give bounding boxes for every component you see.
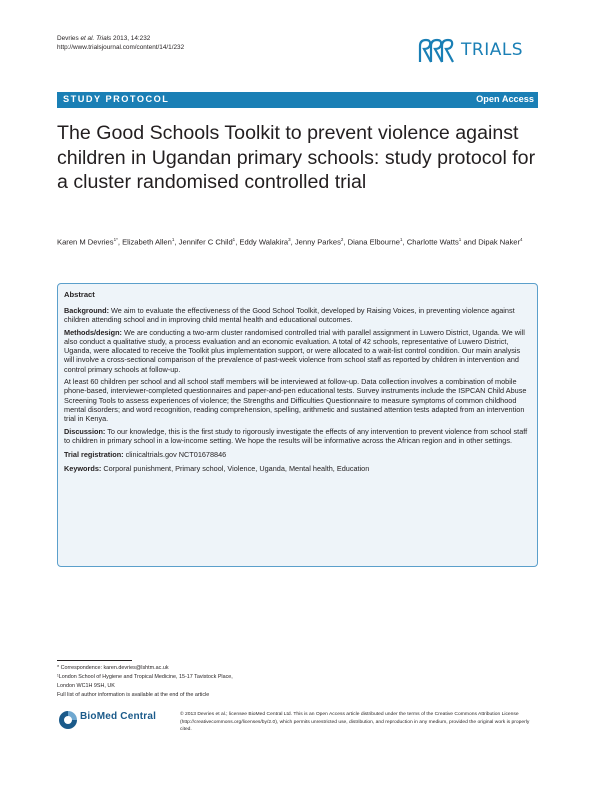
author-affiliation-mark: 1* <box>113 237 118 242</box>
trials-logo-text: TRIALS <box>461 40 524 60</box>
abstract-heading: Abstract <box>64 290 95 299</box>
author-and: and <box>463 237 477 247</box>
article-title: The Good Schools Toolkit to prevent violence against children in Ugandan primary schools: study protocol for a cluster randomised controlled trial <box>57 122 536 193</box>
author-affiliation-mark: 1 <box>399 237 403 242</box>
footnote-affiliation: ¹London School of Hygiene and Tropical Medicine, 15-17 Tavistock Place, <box>57 674 233 680</box>
citation-ref: 2013, 14:232 <box>111 35 151 42</box>
author-name: Karen M Devries <box>57 237 114 247</box>
citation-etal: et al. <box>80 35 95 42</box>
abstract-section-label: Discussion: <box>64 426 106 436</box>
biomed-central-name <box>80 711 156 722</box>
abstract-section-text: At least 60 children per school and all school staff members will be interviewed at follow-up. Data collection involves a combination of mobile phone-based, interviewer-completed questionnaires and paper-and-pen educational tests. Survey instruments include the ISPCAN Child Abuse Screening Tools to assess experiences of violence; the Strengths and Difficulties Questionnaire to measure symptoms of common childhood mental disorders; and word recognition, reading comprehension, spelling, arithmetic and sustained attention tests adapted from an intervention trial in Kenya. <box>64 377 527 424</box>
footnote-address: London WC1H 9SH, UK <box>57 683 115 689</box>
article-url[interactable]: http://www.trialsjournal.com/content/14/1/232 <box>57 44 185 51</box>
trials-logo <box>416 36 541 66</box>
abstract-section-text: To our knowledge, this is the first study to rigorously investigate the effects of any intervention to prevent violence from school staff to children in primary school in a low-income setting. We hope the results will be informative across the African region and in other settings. <box>64 426 528 445</box>
abstract-paragraph <box>64 306 530 325</box>
abstract-paragraph <box>64 450 530 459</box>
central-word: Central <box>117 711 157 722</box>
section-label: STUDY PROTOCOL <box>63 94 170 104</box>
copyright-notice: © 2013 Devries et al.; licensee BioMed Central Ltd. This is an Open Access article distributed under the terms of the Creative Commons Attribution License (http://creativecommons.org/licenses/by/2.0), which permits unrestricted use, distribution, and reproduction in any medium, provided the original work is properly cited. <box>180 712 530 732</box>
abstract-box <box>57 283 538 567</box>
author-affiliation-mark: 1 <box>171 237 175 242</box>
author-list: Karen M Devries$^{1*}$, Elizabeth Allen$^1$, Jennifer C Child$^1$, Eddy Walakira$^3$, Jenny Parkes$^2$, Diana Elbourne$^1$, Charlotte Watts$^1$ and Dipak Naker$^4$ <box>57 237 523 247</box>
abstract-section-text: Corporal punishment, Primary school, Violence, Uganda, Mental health, Education <box>101 464 370 474</box>
citation-block <box>57 34 184 52</box>
citation-line <box>57 34 184 43</box>
author-affiliation-mark: 1 <box>232 237 236 242</box>
abstract-section-label: Keywords: <box>64 464 102 474</box>
abstract-section-label: Methods/design: <box>64 327 122 337</box>
author-name: Dipak Naker <box>478 237 521 247</box>
footnotes <box>57 664 233 700</box>
citation-journal: Trials <box>96 35 112 42</box>
footnote-rule <box>57 660 132 661</box>
footnote-correspondence: * Correspondence: karen.devries@lshtm.ac.uk <box>57 665 169 671</box>
citation-authors: Devries <box>57 35 81 42</box>
author-name: Jenny Parkes <box>294 237 341 247</box>
abstract-section-text: We aim to evaluate the effectiveness of the Good School Toolkit, developed by Raising Voices, in preventing violence against children attending school and in improving child mental health and educational outcomes. <box>64 306 515 325</box>
abstract-section-label: Background: <box>64 306 109 315</box>
abstract-section-text: clinicaltrials.gov NCT01678846 <box>123 450 227 460</box>
abstract-paragraph <box>64 328 530 374</box>
biomed-word: BioMed <box>80 711 118 722</box>
abstract-paragraph <box>64 377 530 423</box>
author-name: Eddy Walakira <box>239 237 289 247</box>
author-affiliation-mark: 4 <box>520 237 523 242</box>
author-affiliation-mark: 2 <box>340 237 344 242</box>
abstract-section-label: Trial registration: <box>64 450 124 460</box>
section-banner <box>57 92 538 108</box>
author-name: Jennifer C Child <box>178 237 233 247</box>
abstract-section-text: We are conducting a two-arm cluster randomised controlled trial with parallel assignment in Luwero District, Uganda. We will also conduct a qualitative study, a process evaluation and an economic evaluation. A total of 42 schools, representative of Luwero District, Uganda, were allocated to receive the Toolkit plus implementation support, or were allocated to a wait-list control condition. Our main analysis will involve a cross-sectional comparison of the prevalence of past-week violence from school staff as reported by children in intervention and control primary schools at follow-up. <box>64 327 525 374</box>
open-access-label: Open Access <box>476 94 534 104</box>
author-name: Charlotte Watts <box>406 237 459 247</box>
author-affiliation-mark: 3 <box>288 237 291 242</box>
author-affiliation-mark: 1 <box>458 237 462 242</box>
trials-logo-icon <box>416 36 460 66</box>
author-name: Diana Elbourne <box>347 237 400 247</box>
author-name: Elizabeth Allen <box>122 237 172 247</box>
abstract-body <box>64 306 530 474</box>
abstract-paragraph <box>64 464 530 473</box>
biomed-central-logo <box>57 708 172 734</box>
abstract-paragraph <box>64 427 530 446</box>
biomed-central-swirl-icon <box>57 709 79 731</box>
footnote-author-info: Full list of author information is available at the end of the article <box>57 692 210 698</box>
